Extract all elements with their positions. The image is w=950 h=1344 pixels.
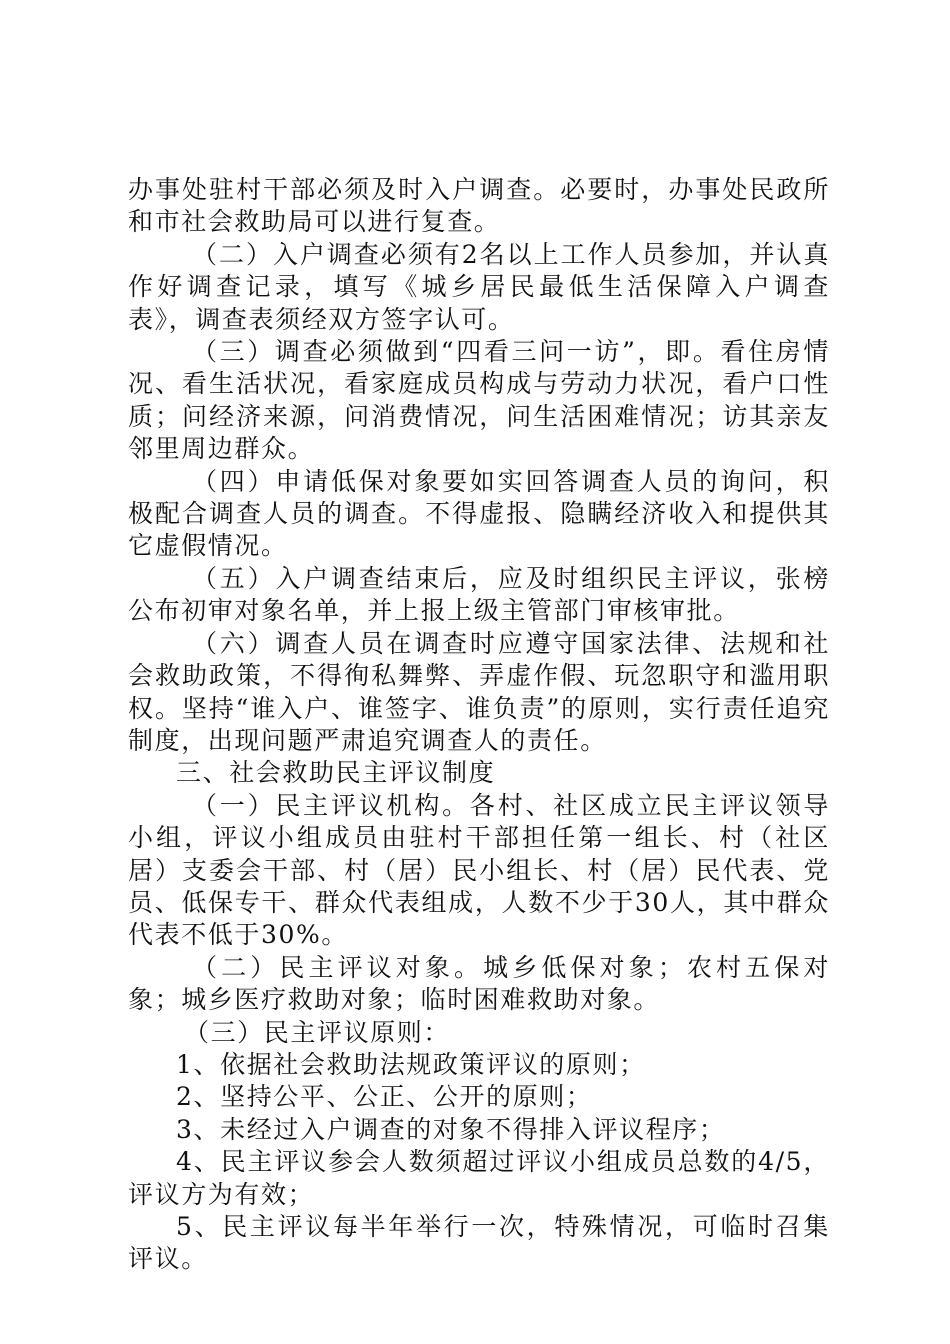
paragraph: （五）入户调查结束后，应及时组织民主评议，张榜公布初审对象名单，并上报上级主管部门审核审批。 xyxy=(128,563,830,626)
paragraph: 办事处驻村干部必须及时入户调查。必要时，办事处民政所和市社会救助局可以进行复查。 xyxy=(128,175,830,237)
list-item: 2、坚持公平、公正、公开的原则； xyxy=(176,1082,593,1112)
paragraph: （四）申请低保对象要如实回答调查人员的询问，积极配合调查人员的调查。不得虚报、隐瞒经济收入和提供其它虚假情况。 xyxy=(128,466,830,561)
paragraph: （三）调查必须做到“四看三问一访”，即。看住房情况、看生活状况，看家庭成员构成与劳动力状况，看户口性质；问经济来源，问消费情况，问生活困难情况；访其亲友邻里周边群众。 xyxy=(128,337,830,464)
paragraph: （一）民主评议机构。各村、社区成立民主评议领导小组，评议小组成员由驻村干部担任第一组长、村（社区居）支委会干部、村（居）民小组长、村（居）民代表、党员、低保专干、群众代表组成，人数不少于30人，其中群众代表不低于30%。 xyxy=(128,790,830,950)
subsection-heading: （三）民主评议原则： xyxy=(184,1017,451,1047)
paragraph: （二）入户调查必须有2名以上工作人员参加，并认真作好调查记录，填写《城乡居民最低生活保障入户调查表》，调查表须经双方签字认可。 xyxy=(128,239,830,334)
list-item: 4、民主评议参会人数须超过评议小组成员总数的4/5，评议方为有效； xyxy=(128,1147,830,1209)
document-body xyxy=(128,174,830,1276)
section-heading: 三、社会救助民主评议制度 xyxy=(176,758,496,788)
paragraph: （二）民主评议对象。城乡低保对象；农村五保对象；城乡医疗救助对象；临时困难救助对象。 xyxy=(128,952,830,1015)
list-item: 1、依据社会救助法规政策评议的原则； xyxy=(176,1049,646,1079)
list-item: 3、未经过入户调查的对象不得排入评议程序； xyxy=(176,1114,726,1144)
paragraph: （六）调查人员在调查时应遵守国家法律、法规和社会救助政策，不得徇私舞弊、弄虚作假、玩忽职守和滥用职权。坚持“谁入户、谁签字、谁负责”的原则，实行责任追究制度，出现问题严肃追究调查人的责任。 xyxy=(128,628,830,755)
list-item: 5、民主评议每半年举行一次，特殊情况，可临时召集评议。 xyxy=(128,1212,830,1274)
